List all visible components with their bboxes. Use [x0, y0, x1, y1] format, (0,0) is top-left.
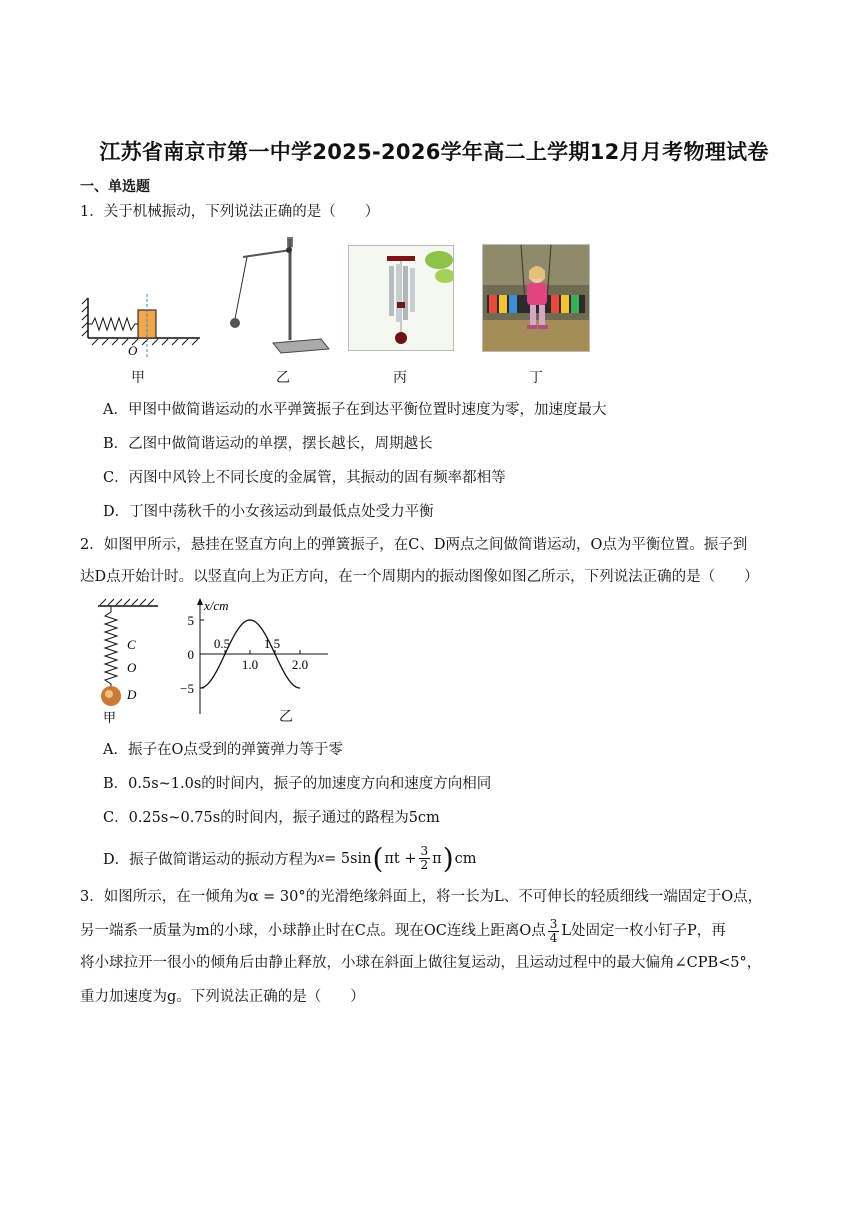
x-tick-label: 1.5: [263, 636, 281, 651]
q2-option-d-fraction: [419, 845, 431, 872]
q2-fig-label-c: C: [127, 637, 136, 652]
x-tick-label: 0.5: [213, 636, 231, 651]
page-title: 江苏省南京市第一中学2025-2026学年高二上学期12月月考物理试卷: [99, 140, 769, 164]
q2-option-d-lhs: x: [317, 850, 325, 866]
q2-option-d-paren-close: ): [442, 841, 454, 875]
q2-option-d-pit: πt +: [384, 850, 417, 867]
q2-option-d-frac-den: 2: [420, 858, 429, 872]
q2-option-d-unit: cm: [454, 850, 477, 867]
q1-option-a: A．甲图中做简谐运动的水平弹簧振子在到达平衡位置时速度为零，加速度最大: [103, 402, 607, 418]
q2-fig-label-d: D: [127, 687, 137, 702]
q1-option-d: D．丁图中荡秋千的小女孩运动到最低点处受力平衡: [103, 504, 434, 520]
x-tick-label: 2.0: [291, 657, 309, 672]
y-tick-label: 5: [187, 613, 194, 628]
q3-line2-a: 另一端系一质量为m的小球，小球静止时在C点。现在OC连线上距离O点: [80, 923, 546, 939]
q2-fig-caption-jia: 甲: [103, 710, 117, 725]
q2-option-d-frac-num: 3: [420, 844, 429, 858]
q2-option-d-paren-open: (: [372, 841, 384, 875]
q2-vibration-chart: [170, 596, 340, 726]
q2-option-d-eq: = 5sin: [324, 850, 372, 867]
q3-line1: 3．如图所示，在一倾角为α = 30°的光滑绝缘斜面上，将一长为L、不可伸长的轻质细线一端固定于O点，: [80, 889, 763, 905]
section-heading: 一、单选题: [80, 179, 150, 195]
y-tick-label: 0: [187, 647, 194, 662]
q2-fig-vertical-spring: [80, 598, 170, 728]
q3-frac-num: 3: [549, 916, 558, 931]
q1-fig-label-o: O: [128, 343, 138, 358]
q1-fig-spring: [80, 290, 210, 360]
x-tick-label: 1.0: [241, 657, 259, 672]
q3-line2: [80, 916, 788, 946]
q1-fig-swing: [482, 244, 590, 352]
y-axis-label: x/cm: [204, 598, 229, 613]
q1-option-c: C．丙图中风铃上不同长度的金属管，其振动的固有频率都相等: [103, 470, 506, 486]
q3-line3: 将小球拉开一很小的倾角后由静止释放，小球在斜面上做往复运动，且运动过程中的最大偏角∠CPB<5°，: [80, 955, 762, 971]
q1-option-b: B．乙图中做简谐运动的单摆，摆长越长，周期越长: [103, 436, 433, 452]
q2-option-d: [103, 841, 477, 875]
q2-stem-line2: 达D点开始计时。以竖直向上为正方向，在一个周期内的振动图像如图乙所示，下列说法正确的是（ ）: [80, 569, 759, 585]
q3-fraction: [548, 918, 560, 945]
q1-caption-bing: 丙: [393, 370, 407, 386]
q2-option-c: C．0.25s~0.75s的时间内，振子通过的路程为5cm: [103, 810, 440, 826]
q1-fig-wind-chime: [348, 245, 454, 351]
q3-line2-b: L处固定一枚小钉子P，再: [561, 923, 726, 939]
y-tick-label: −5: [180, 681, 194, 696]
q2-option-a: A．振子在O点受到的弹簧弹力等于零: [103, 742, 343, 758]
q1-fig-pendulum: [225, 235, 335, 360]
q1-caption-yi: 乙: [276, 370, 290, 386]
q2-option-b: B．0.5s~1.0s的时间内，振子的加速度方向和速度方向相同: [103, 776, 492, 792]
y-axis-arrow: [197, 598, 203, 605]
q2-option-d-pi: π: [432, 850, 442, 867]
q2-fig-caption-yi: 乙: [279, 709, 293, 725]
q2-fig-label-o: O: [127, 660, 137, 675]
q1-caption-ding: 丁: [529, 370, 543, 386]
q3-frac-den: 4: [549, 930, 558, 945]
q2-stem-line1: 2．如图甲所示，悬挂在竖直方向上的弹簧振子，在C、D两点之间做简谐运动，O点为平衡位置。振子到: [80, 537, 748, 553]
q1-stem: 1．关于机械振动，下列说法正确的是（ ）: [80, 204, 380, 220]
q1-caption-jia: 甲: [131, 370, 145, 386]
q2-option-d-prefix: D．振子做简谐运动的振动方程为: [103, 852, 318, 868]
q3-line4: 重力加速度为g。下列说法正确的是（ ）: [80, 989, 365, 1005]
